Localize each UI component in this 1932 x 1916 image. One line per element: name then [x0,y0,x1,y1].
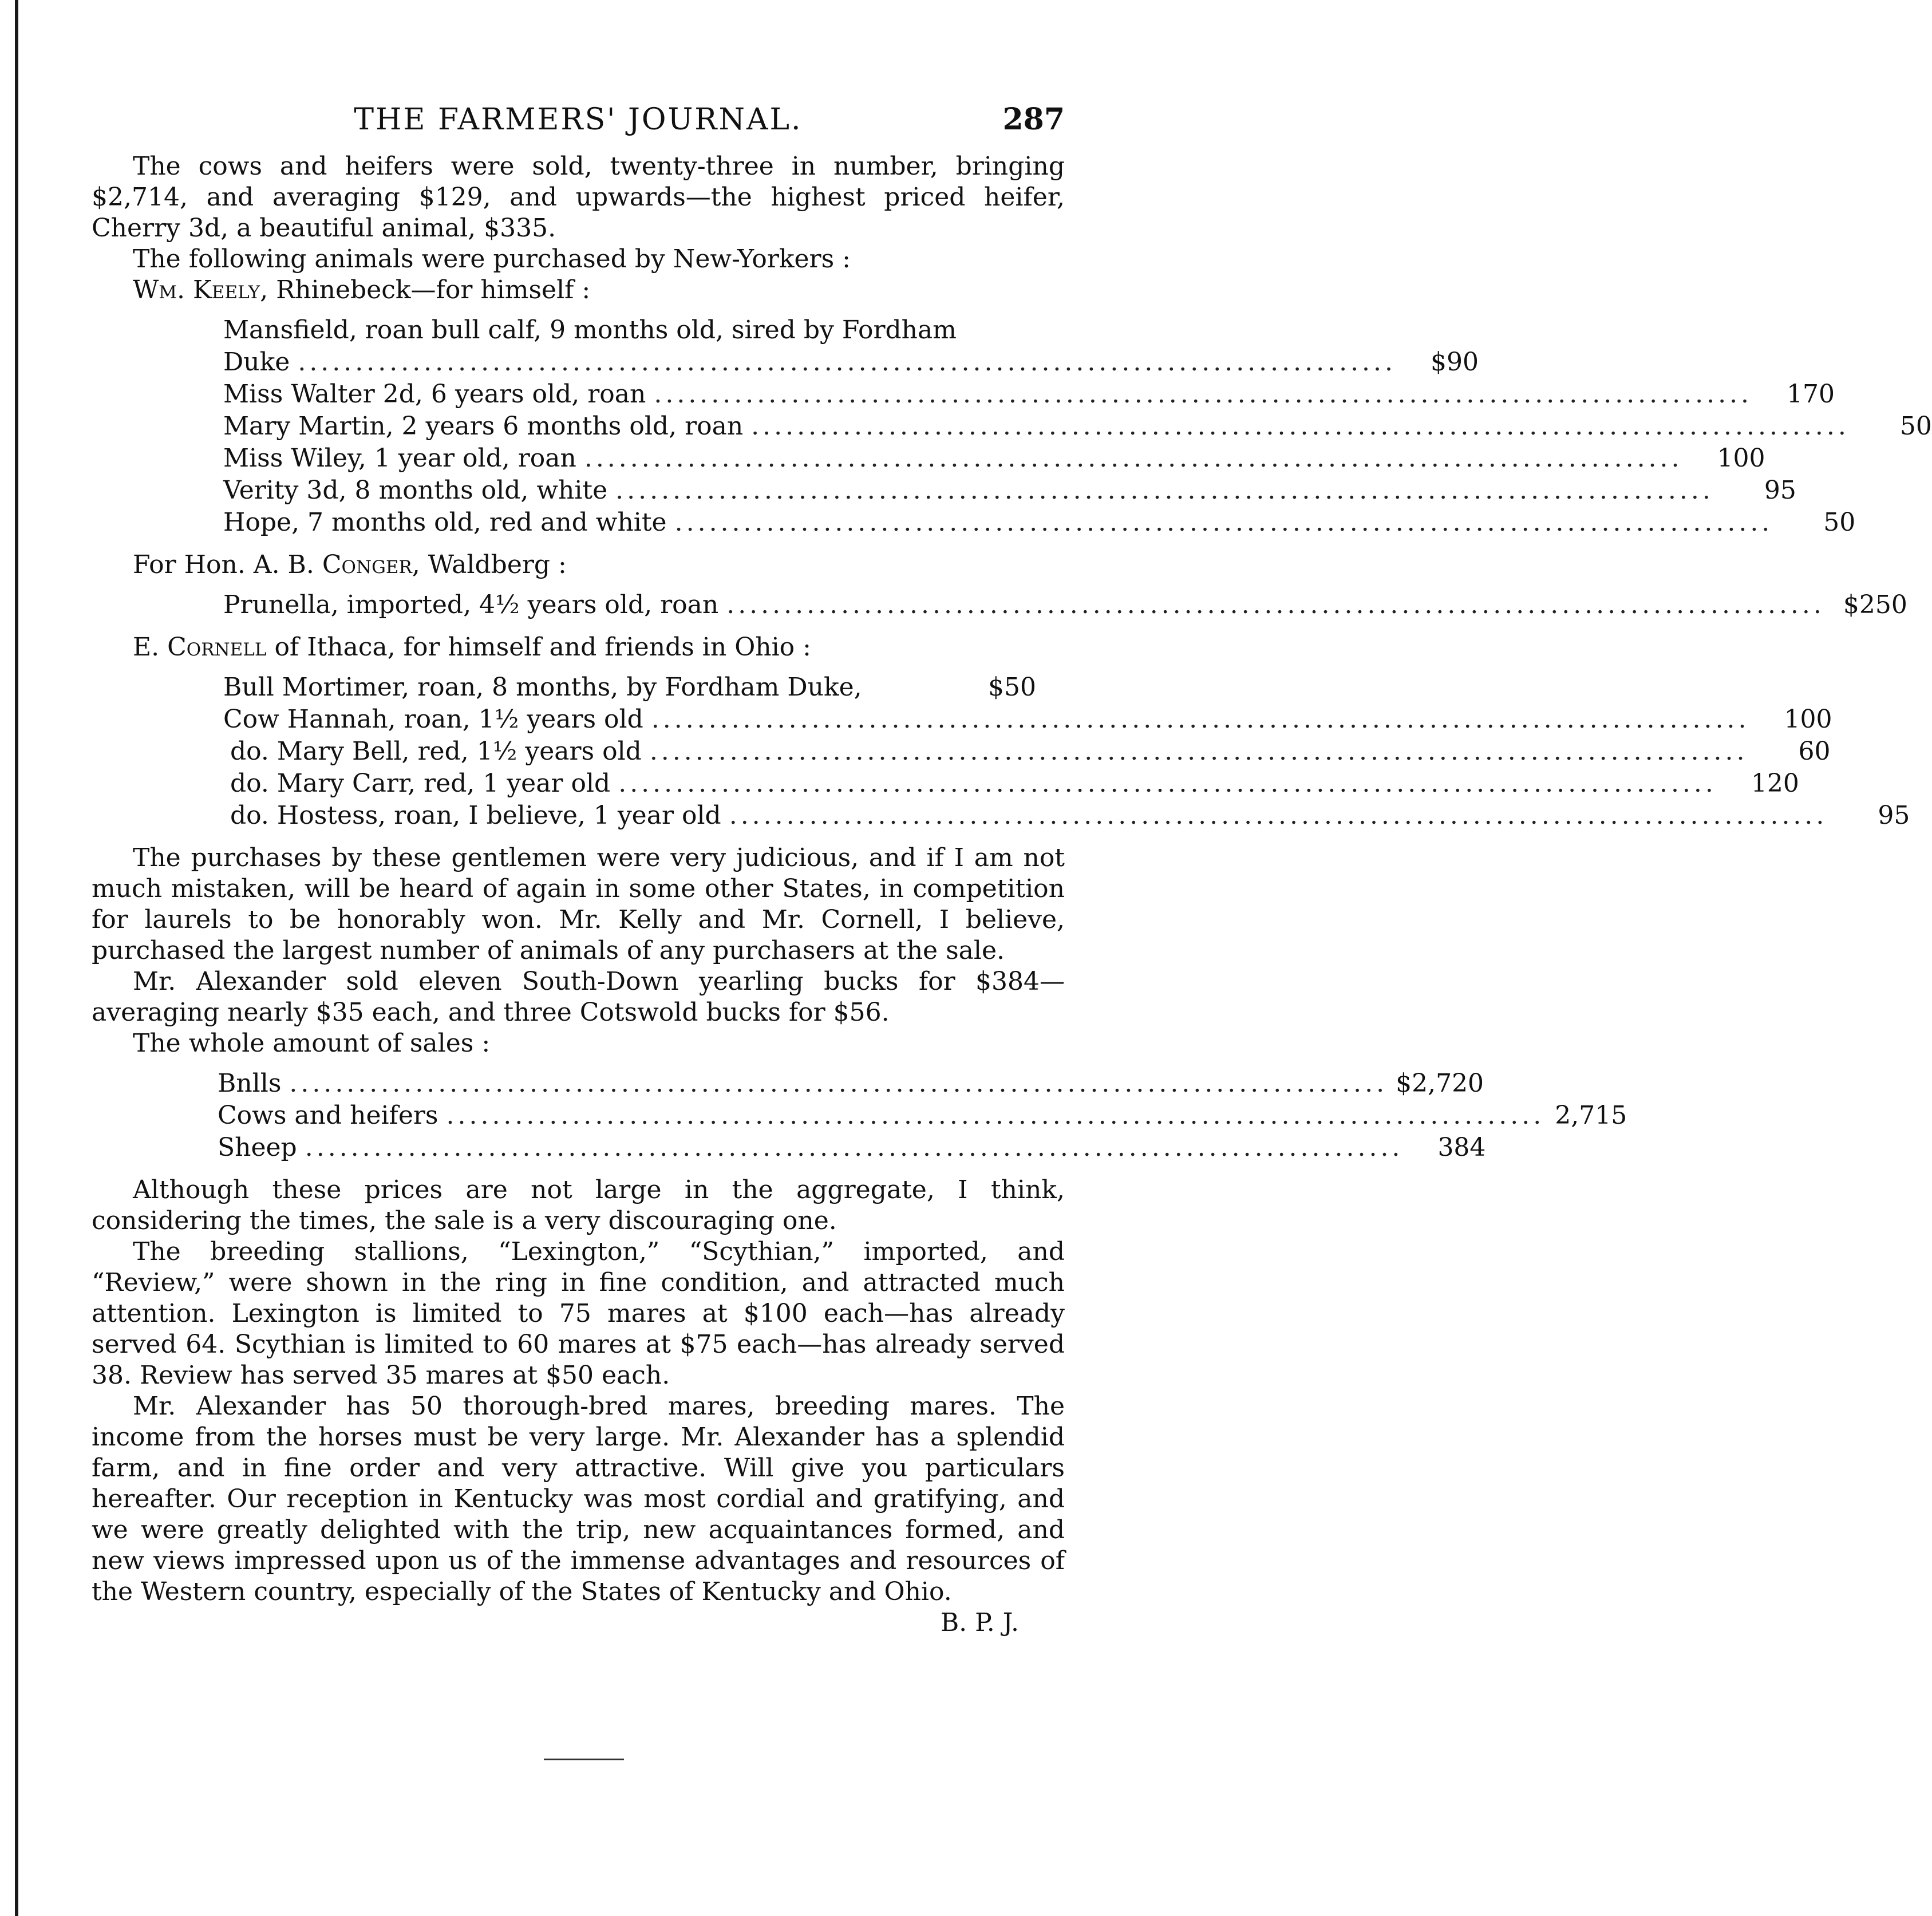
list-item-desc: Mansfield, roan bull calf, 9 months old, sired by Fordham [223,315,957,345]
buyer-cornell-prefix: E. [133,633,168,662]
list-item-desc: Prunella, imported, 4½ years old, roan [223,590,719,619]
dot-leader: ................................................................................................ [674,508,1773,537]
list-item-desc: do. Hostess, roan, I believe, 1 year old [230,801,721,830]
buyer-conger-name: Conger, [322,550,420,579]
paragraph-following: The following animals were purchased by New-Yorkers : [133,244,851,274]
buyer-conger [92,550,1065,580]
list-item [223,768,1799,800]
list-item-price: 95 [1764,476,1796,505]
sales-summary-list [218,1068,1627,1164]
buyer-keely-name: Wm. Keely, [133,275,268,305]
paragraph-whole-amount: The whole amount of sales : [133,1029,491,1058]
page-spine-edge [15,0,18,1916]
dot-leader: ................................................................................................ [751,412,1850,441]
journal-page [92,92,1932,1638]
dot-leader: ................................................................................................ [446,1101,1545,1130]
list-item-desc: Bull Mortimer, roan, 8 months, by Fordham Duke, [223,673,862,702]
list-item-desc: Cow Hannah, roan, 1½ years old [223,705,643,734]
signature-line [92,1607,1065,1638]
paragraph-although: Although these prices are not large in the aggregate, I think, considering the times, the sale is a very discouraging one. [92,1175,1065,1235]
list-item-price: 120 [1751,769,1799,798]
list-item [218,1132,1486,1164]
list-item-price: 170 [1787,380,1835,409]
buyer-cornell-rest: of Ithaca, for himself and friends in Ohio : [266,633,811,662]
conger-purchase-list [223,590,1907,622]
paragraph-alexander-sold: Mr. Alexander sold eleven South-Down yearling bucks for $384—averaging nearly $35 each, and three Cotswold bucks for $56. [92,967,1065,1027]
list-item [223,800,1910,832]
journal-title: THE FARMERS' JOURNAL. [354,102,803,137]
dot-leader: ................................................................................................ [654,380,1753,409]
list-item-price: 50 [1823,508,1856,537]
dot-leader: ................................................................................................ [305,1133,1404,1162]
list-item [223,443,1765,475]
list-item-desc: Verity 3d, 8 months old, white [223,476,608,505]
list-item-desc: Hope, 7 months old, red and white [223,508,667,537]
page-number: 287 [1002,102,1065,137]
list-item-price: 100 [1717,444,1765,473]
list-item-desc: Bnlls [218,1069,282,1098]
list-item [223,315,1036,347]
list-item-desc: Miss Wiley, 1 year old, roan [223,444,576,473]
list-item-price: $90 [1431,347,1479,377]
dot-leader: ................................................................................................ [726,590,1825,619]
list-item-price: $2,720 [1396,1069,1484,1098]
buyer-conger-prefix: For Hon. A. B. [133,550,322,579]
list-item-price: 50 [1899,412,1932,441]
buyer-cornell [92,632,1065,663]
list-item-desc: do. Mary Bell, red, 1½ years old [230,737,642,766]
page-header [92,92,1065,143]
keely-purchase-list [223,315,1932,539]
paragraph-purchases: The purchases by these gentlemen were very judicious, and if I am not much mistaken, will be heard of again in some other States, in competition for laurels to be honorably won. Mr. Kelly and Mr. Cornell, I believe, purchased the largest number of animals of any purchasers at the sale. [92,843,1065,965]
list-item [218,1100,1627,1132]
dot-leader: ................................................................................................ [298,347,1397,377]
dot-leader: ................................................................................................ [584,444,1683,473]
list-item-price: 95 [1878,801,1910,830]
list-item [223,347,1479,379]
dot-leader: ................................................................................................ [729,801,1828,830]
list-item-desc: do. Mary Carr, red, 1 year old [230,769,611,798]
list-item [223,507,1856,539]
list-item-price: $50 [988,673,1036,702]
dot-leader: ................................................................................................ [651,705,1750,734]
list-item [223,411,1932,443]
list-item-desc: Mary Martin, 2 years 6 months old, roan [223,412,744,441]
list-item-price: 60 [1798,737,1831,766]
dot-leader: ................................................................................................ [615,476,1714,505]
list-item [223,736,1831,768]
buyer-keely-rest: Rhinebeck—for himself : [268,275,591,305]
paragraph-cows-sold: The cows and heifers were sold, twenty-three in number, bringing $2,714, and averaging $129, and upwards—the highest priced heifer, Cherry 3d, a beautiful animal, $335. [92,152,1065,243]
list-item [223,590,1907,622]
buyer-conger-rest: Waldberg : [420,550,567,579]
list-item-desc: Cows and heifers [218,1101,438,1130]
list-item-desc: Duke [223,347,290,377]
dot-leader: ................................................................................................ [618,769,1717,798]
list-item [218,1068,1484,1100]
list-item-price: 384 [1437,1133,1486,1162]
cornell-purchase-list [223,672,1910,832]
list-item [223,379,1835,411]
paragraph-mares: Mr. Alexander has 50 thorough-bred mares, breeding mares. The income from the horses must be very large. Mr. Alexander has a splendid farm, and in fine order and very attractive. Will give you particulars hereafter. Our reception in Kentucky was most cordial and gratifying, and we were greatly delighted with the trip, new acquaintances formed, and new views impressed upon us of the immense advantages and resources of the Western country, especially of the States of Kentucky and Ohio. [92,1392,1065,1606]
list-item [223,475,1796,507]
end-rule [544,1759,624,1760]
list-item-price: 2,715 [1555,1101,1627,1130]
list-item [223,704,1832,736]
signature: B. P. J. [940,1608,1019,1637]
paragraph-stallions: The breeding stallions, “Lexington,” “Scythian,” imported, and “Review,” were shown in the ring in fine condition, and attracted much attention. Lexington is limited to 75 mares at $100 each—has already served 64. Scythian is limited to 60 mares at $75 each—has already served 38. Review has served 35 mares at $50 each. [92,1237,1065,1390]
dot-leader: ................................................................................................ [289,1069,1388,1098]
list-item-desc: Sheep [218,1133,297,1162]
buyer-keely [92,275,1065,306]
list-item-price: 100 [1784,705,1832,734]
buyer-cornell-name: Cornell [167,633,267,662]
list-item-price: $250 [1843,590,1907,619]
list-item-desc: Miss Walter 2d, 6 years old, roan [223,380,646,409]
list-item [223,672,1036,704]
dot-leader: ................................................................................................ [649,737,1748,766]
